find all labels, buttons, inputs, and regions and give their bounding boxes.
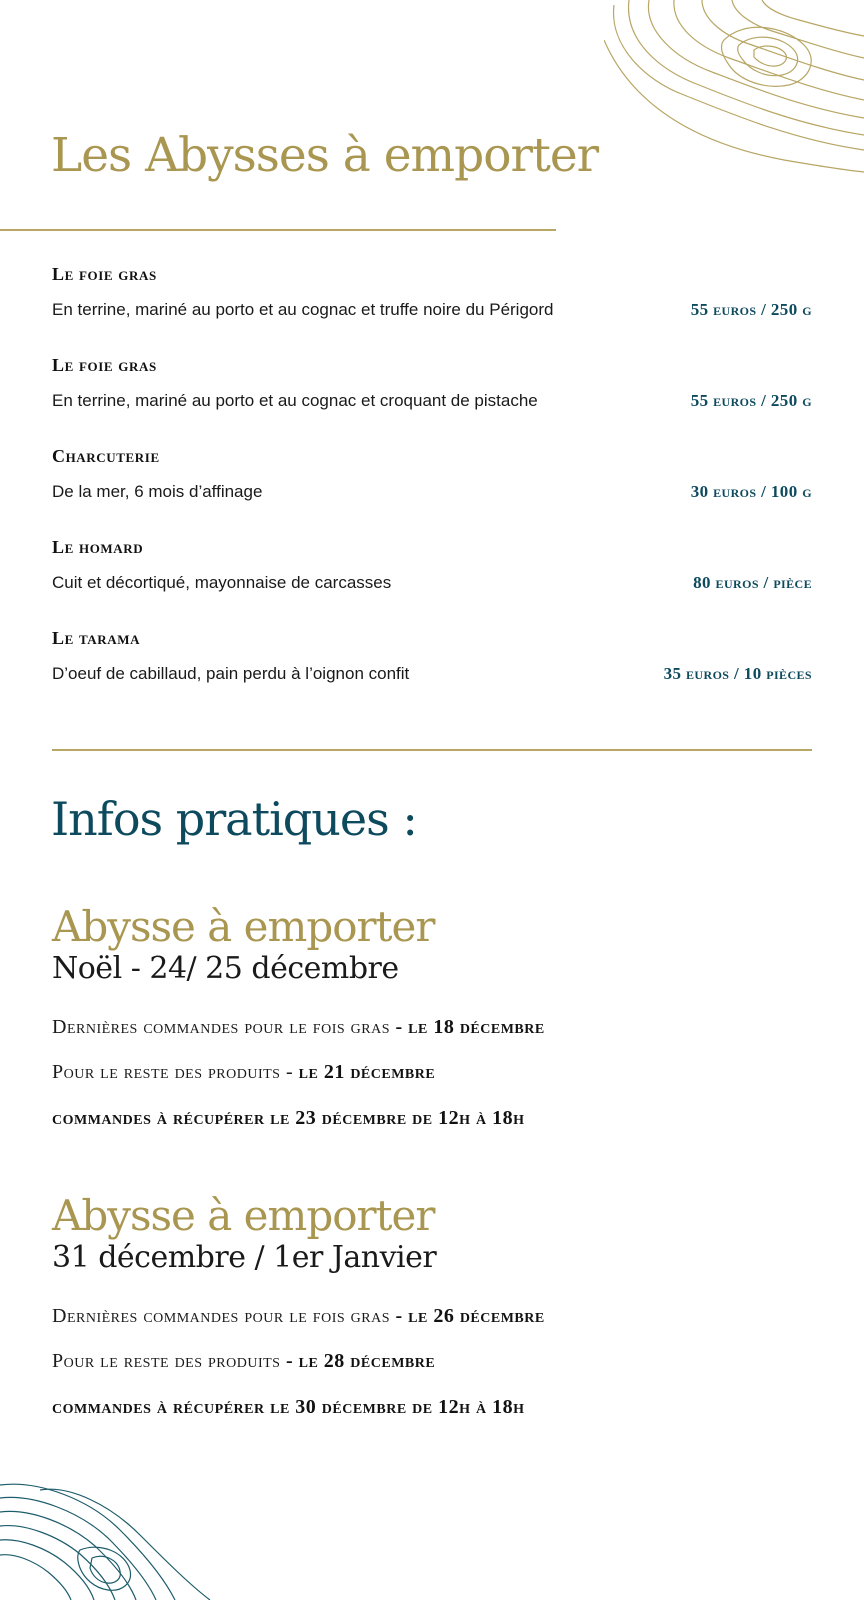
foie-gras-deadline (52, 1016, 545, 1039)
menu-item (52, 353, 812, 444)
menu-item (52, 444, 812, 535)
menu-item-list (52, 262, 812, 717)
menu-item-description: D’oeuf de cabillaud, pain perdu à l’oignon confit (52, 664, 410, 683)
menu-item-description: En terrine, mariné au porto et au cognac et croquant de pistache (52, 391, 538, 410)
block-heading: Abysse à emporter (52, 1191, 435, 1240)
pickup-info-christmas (52, 902, 812, 1129)
menu-item-price: 80 euros / pièce (693, 573, 812, 592)
menu-item-description: De la mer, 6 mois d’affinage (52, 482, 263, 501)
menu-item-price: 35 euros / 10 pièces (663, 664, 812, 683)
menu-item-name: Le foie gras (52, 355, 157, 375)
menu-item-name: Le foie gras (52, 264, 157, 284)
block-dates: 31 décembre / 1er Janvier (52, 1240, 437, 1275)
pickup-time: commandes à récupérer le 30 décembre de 12h à 18h (52, 1396, 525, 1418)
deadline-date: - le 26 décembre (395, 1305, 545, 1327)
title-divider (0, 229, 556, 231)
menu-item (52, 626, 812, 717)
foie-gras-deadline (52, 1305, 545, 1328)
decorative-contour-lines-top (604, 0, 864, 175)
menu-item-price: 55 euros / 250 g (690, 391, 812, 410)
block-dates: Noël - 24/ 25 décembre (52, 951, 399, 986)
menu-item-description: En terrine, mariné au porto et au cognac et truffe noire du Périgord (52, 300, 554, 319)
menu-item-price: 55 euros / 250 g (690, 300, 812, 319)
deadline-label: Dernières commandes pour le fois gras (52, 1016, 390, 1038)
menu-item-name: Charcuterie (52, 446, 160, 466)
other-products-deadline (52, 1350, 435, 1373)
page-title: Les Abysses à emporter (51, 128, 599, 183)
deadline-label: Dernières commandes pour le fois gras (52, 1305, 390, 1327)
deadline-date: - le 28 décembre (285, 1350, 436, 1372)
deadline-label: Pour le reste des produits (52, 1350, 281, 1372)
block-heading: Abysse à emporter (52, 902, 435, 951)
pickup-time: commandes à récupérer le 23 décembre de 12h à 18h (52, 1107, 525, 1129)
other-products-deadline (52, 1061, 435, 1084)
decorative-contour-lines-bottom (0, 1480, 215, 1600)
menu-item-description: Cuit et décortiqué, mayonnaise de carcasses (52, 573, 392, 592)
deadline-label: Pour le reste des produits - (52, 1061, 294, 1083)
infos-heading: Infos pratiques : (51, 792, 417, 846)
menu-item (52, 262, 812, 353)
menu-item-name: Le tarama (52, 628, 141, 648)
menu-item-price: 30 euros / 100 g (690, 482, 812, 501)
pickup-info-new-year (52, 1191, 812, 1418)
deadline-date: le 21 décembre (298, 1061, 436, 1083)
menu-item (52, 535, 812, 626)
deadline-date: - le 18 décembre (395, 1016, 545, 1038)
menu-item-name: Le homard (52, 537, 144, 557)
section-divider (52, 749, 812, 751)
